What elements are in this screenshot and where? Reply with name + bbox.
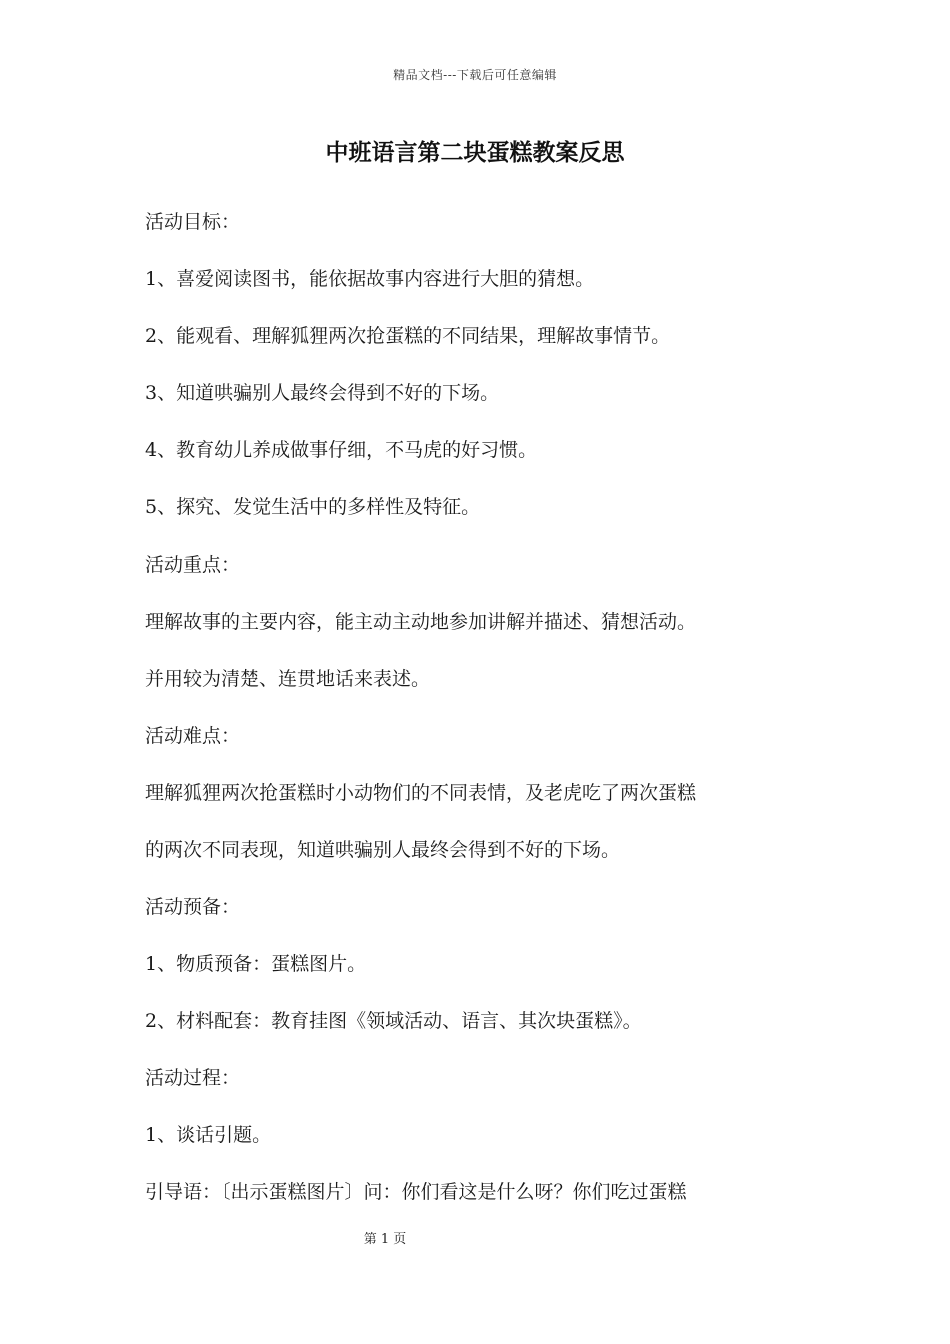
goal-item-4: 4、教育幼儿养成做事仔细，不马虎的好习惯。	[145, 439, 538, 461]
goal-item-3: 3、知道哄骗别人最终会得到不好的下场。	[145, 382, 500, 404]
preparation-item-2: 2、材料配套：教育挂图《领域活动、语言、其次块蛋糕》。	[145, 1010, 642, 1032]
page-number: 第 1 页	[363, 1232, 407, 1247]
process-guide-line: 引导语：〔出示蛋糕图片〕问：你们看这是什么呀？你们吃过蛋糕	[145, 1181, 687, 1203]
key-points-paragraph-line-2: 并用较为清楚、连贯地话来表述。	[145, 668, 431, 690]
goal-item-5: 5、探究、发觉生活中的多样性及特征。	[145, 496, 481, 518]
process-step-1: 1、谈话引题。	[145, 1124, 272, 1146]
section-heading-goals: 活动目标：	[145, 211, 241, 233]
section-heading-process: 活动过程：	[145, 1067, 241, 1089]
difficulties-paragraph-line-1: 理解狐狸两次抢蛋糕时小动物们的不同表情，及老虎吃了两次蛋糕	[145, 782, 697, 804]
section-heading-key-points: 活动重点：	[145, 554, 241, 576]
document-title: 中班语言第二块蛋糕教案反思	[325, 139, 625, 166]
preparation-item-1: 1、物质预备：蛋糕图片。	[145, 953, 367, 975]
section-heading-difficulties: 活动难点：	[145, 725, 241, 747]
difficulties-paragraph-line-2: 的两次不同表现，知道哄骗别人最终会得到不好的下场。	[145, 839, 621, 861]
goal-item-1: 1、喜爱阅读图书，能依据故事内容进行大胆的猜想。	[145, 268, 595, 290]
section-heading-preparation: 活动预备：	[145, 896, 241, 918]
goal-item-2: 2、能观看、理解狐狸两次抢蛋糕的不同结果，理解故事情节。	[145, 325, 671, 347]
page-header: 精品文档---下载后可任意编辑	[393, 68, 557, 82]
key-points-paragraph-line-1: 理解故事的主要内容，能主动主动地参加讲解并描述、猜想活动。	[145, 611, 697, 633]
